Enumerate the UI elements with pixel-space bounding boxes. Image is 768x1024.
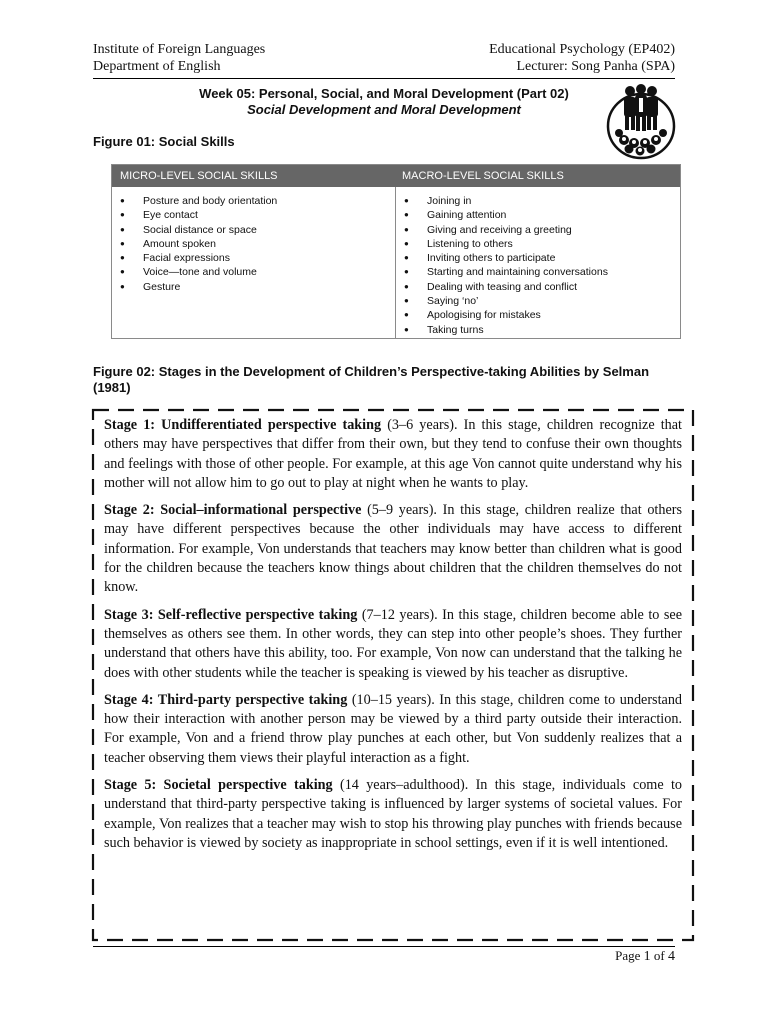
stage-paragraph — [104, 416, 682, 493]
social-skills-table — [111, 164, 681, 339]
stage-title: Stage 5: Societal perspective taking — [104, 777, 333, 794]
stage-title: Stage 1: Undifferentiated perspective taking — [104, 417, 382, 433]
page-middle: of — [650, 948, 668, 963]
stages-text — [104, 416, 682, 861]
perspective-stages-box — [91, 408, 695, 942]
page-prefix: Page — [615, 948, 644, 963]
list-item: ● Eye contact — [120, 208, 395, 222]
footer-divider — [93, 946, 675, 947]
list-item: ● Gesture — [120, 280, 395, 294]
page-title: Week 05: Personal, Social, and Moral Development (Part 02) — [199, 86, 569, 101]
list-item: ● Saying ‘no’ — [404, 294, 680, 308]
stage-paragraph — [104, 606, 682, 683]
stage-paragraph — [104, 691, 682, 768]
macro-skills-list — [404, 194, 680, 337]
list-item: ● Joining in — [404, 194, 680, 208]
list-item: ● Social distance or space — [120, 223, 395, 237]
stage-title: Stage 4: Third-party perspective taking — [104, 691, 348, 708]
stage-text: (10–15 years). In this stage, children come to understand how their interaction with another person may be viewed by a third party outside their interaction. For example, Von and a friend throw play punches at each other, but Von suddenly realizes that a teacher observing them views their playful interaction as a fight. — [104, 691, 683, 766]
list-item: ● Giving and receiving a greeting — [404, 223, 680, 237]
micro-skills-list — [120, 194, 395, 294]
list-item: ● Amount spoken — [120, 237, 395, 251]
list-item: ● Inviting others to participate — [404, 251, 680, 265]
page-subtitle: Social Development and Moral Development — [247, 102, 521, 117]
stage-text: (7–12 years). In this stage, children become able to see themselves as others see them. In other words, they can step into other people’s shoes. They further understand that others have this ability, too. For example, Von now can understand that the talking he does with other students while the teacher is speaking is viewed by his teacher as disruptive. — [104, 606, 682, 681]
stage-title: Stage 2: Social–informational perspective — [104, 502, 362, 519]
macro-skills-header: MACRO-LEVEL SOCIAL SKILLS — [402, 170, 564, 182]
macro-skills-column — [396, 187, 680, 338]
course-name: Educational Psychology (EP402) — [489, 42, 675, 57]
micro-skills-column — [112, 187, 396, 338]
list-item: ● Posture and body orientation — [120, 194, 395, 208]
people-emblem-icon — [606, 82, 676, 160]
page-header — [93, 41, 675, 75]
stage-text: (14 years–adulthood). In this stage, individuals come to understand that third-party perspective taking is influenced by larger systems of societal values. For example, Von realizes that a teacher may wish to stop his throwing play punches with friends because such behavior is viewed by society as inappropriate in school settings, even if it is well intentioned. — [104, 777, 682, 851]
header-divider — [93, 78, 675, 79]
stage-paragraph — [104, 501, 682, 597]
stage-text: (5–9 years). In this stage, children realize that others may have different perspectives because the other individuals may have access to different information. For example, Von understands that teachers may know better than children what is good for the children because the teachers know things about children that the children themselves do not know. — [104, 502, 682, 596]
institute-name: Institute of Foreign Languages — [93, 42, 266, 57]
department-name: Department of English — [93, 59, 221, 74]
document-titles — [93, 86, 675, 118]
list-item: ● Taking turns — [404, 323, 680, 337]
list-item: ● Dealing with teasing and conflict — [404, 280, 680, 294]
page-number — [615, 948, 675, 965]
list-item: ● Voice—tone and volume — [120, 265, 395, 279]
stage-text: (3–6 years). In this stage, children recognize that others may have perspectives that differ from their own, but they tend to confuse their own thoughts and feelings with those of other people. For example, at this age Von cannot quite understand why his mother will not allow him to go out to play at night when he wants to play. — [104, 417, 682, 491]
lecturer-name: Lecturer: Song Panha (SPA) — [516, 59, 675, 74]
social-skills-table-header — [112, 165, 680, 187]
list-item: ● Facial expressions — [120, 251, 395, 265]
page-current: 1 — [643, 949, 651, 964]
list-item: ● Gaining attention — [404, 208, 680, 222]
list-item: ● Listening to others — [404, 237, 680, 251]
stage-title: Stage 3: Self-reflective perspective taking — [104, 606, 358, 623]
list-item: ● Starting and maintaining conversations — [404, 265, 680, 279]
micro-skills-header: MICRO-LEVEL SOCIAL SKILLS — [120, 170, 278, 182]
figure1-caption: Figure 01: Social Skills — [93, 134, 235, 149]
stage-paragraph — [104, 776, 682, 853]
figure2-caption: Figure 02: Stages in the Development of Children’s Perspective-taking Abilities by Selman (1981) — [93, 364, 650, 395]
list-item: ● Apologising for mistakes — [404, 308, 680, 322]
page-total: 4 — [668, 949, 675, 964]
